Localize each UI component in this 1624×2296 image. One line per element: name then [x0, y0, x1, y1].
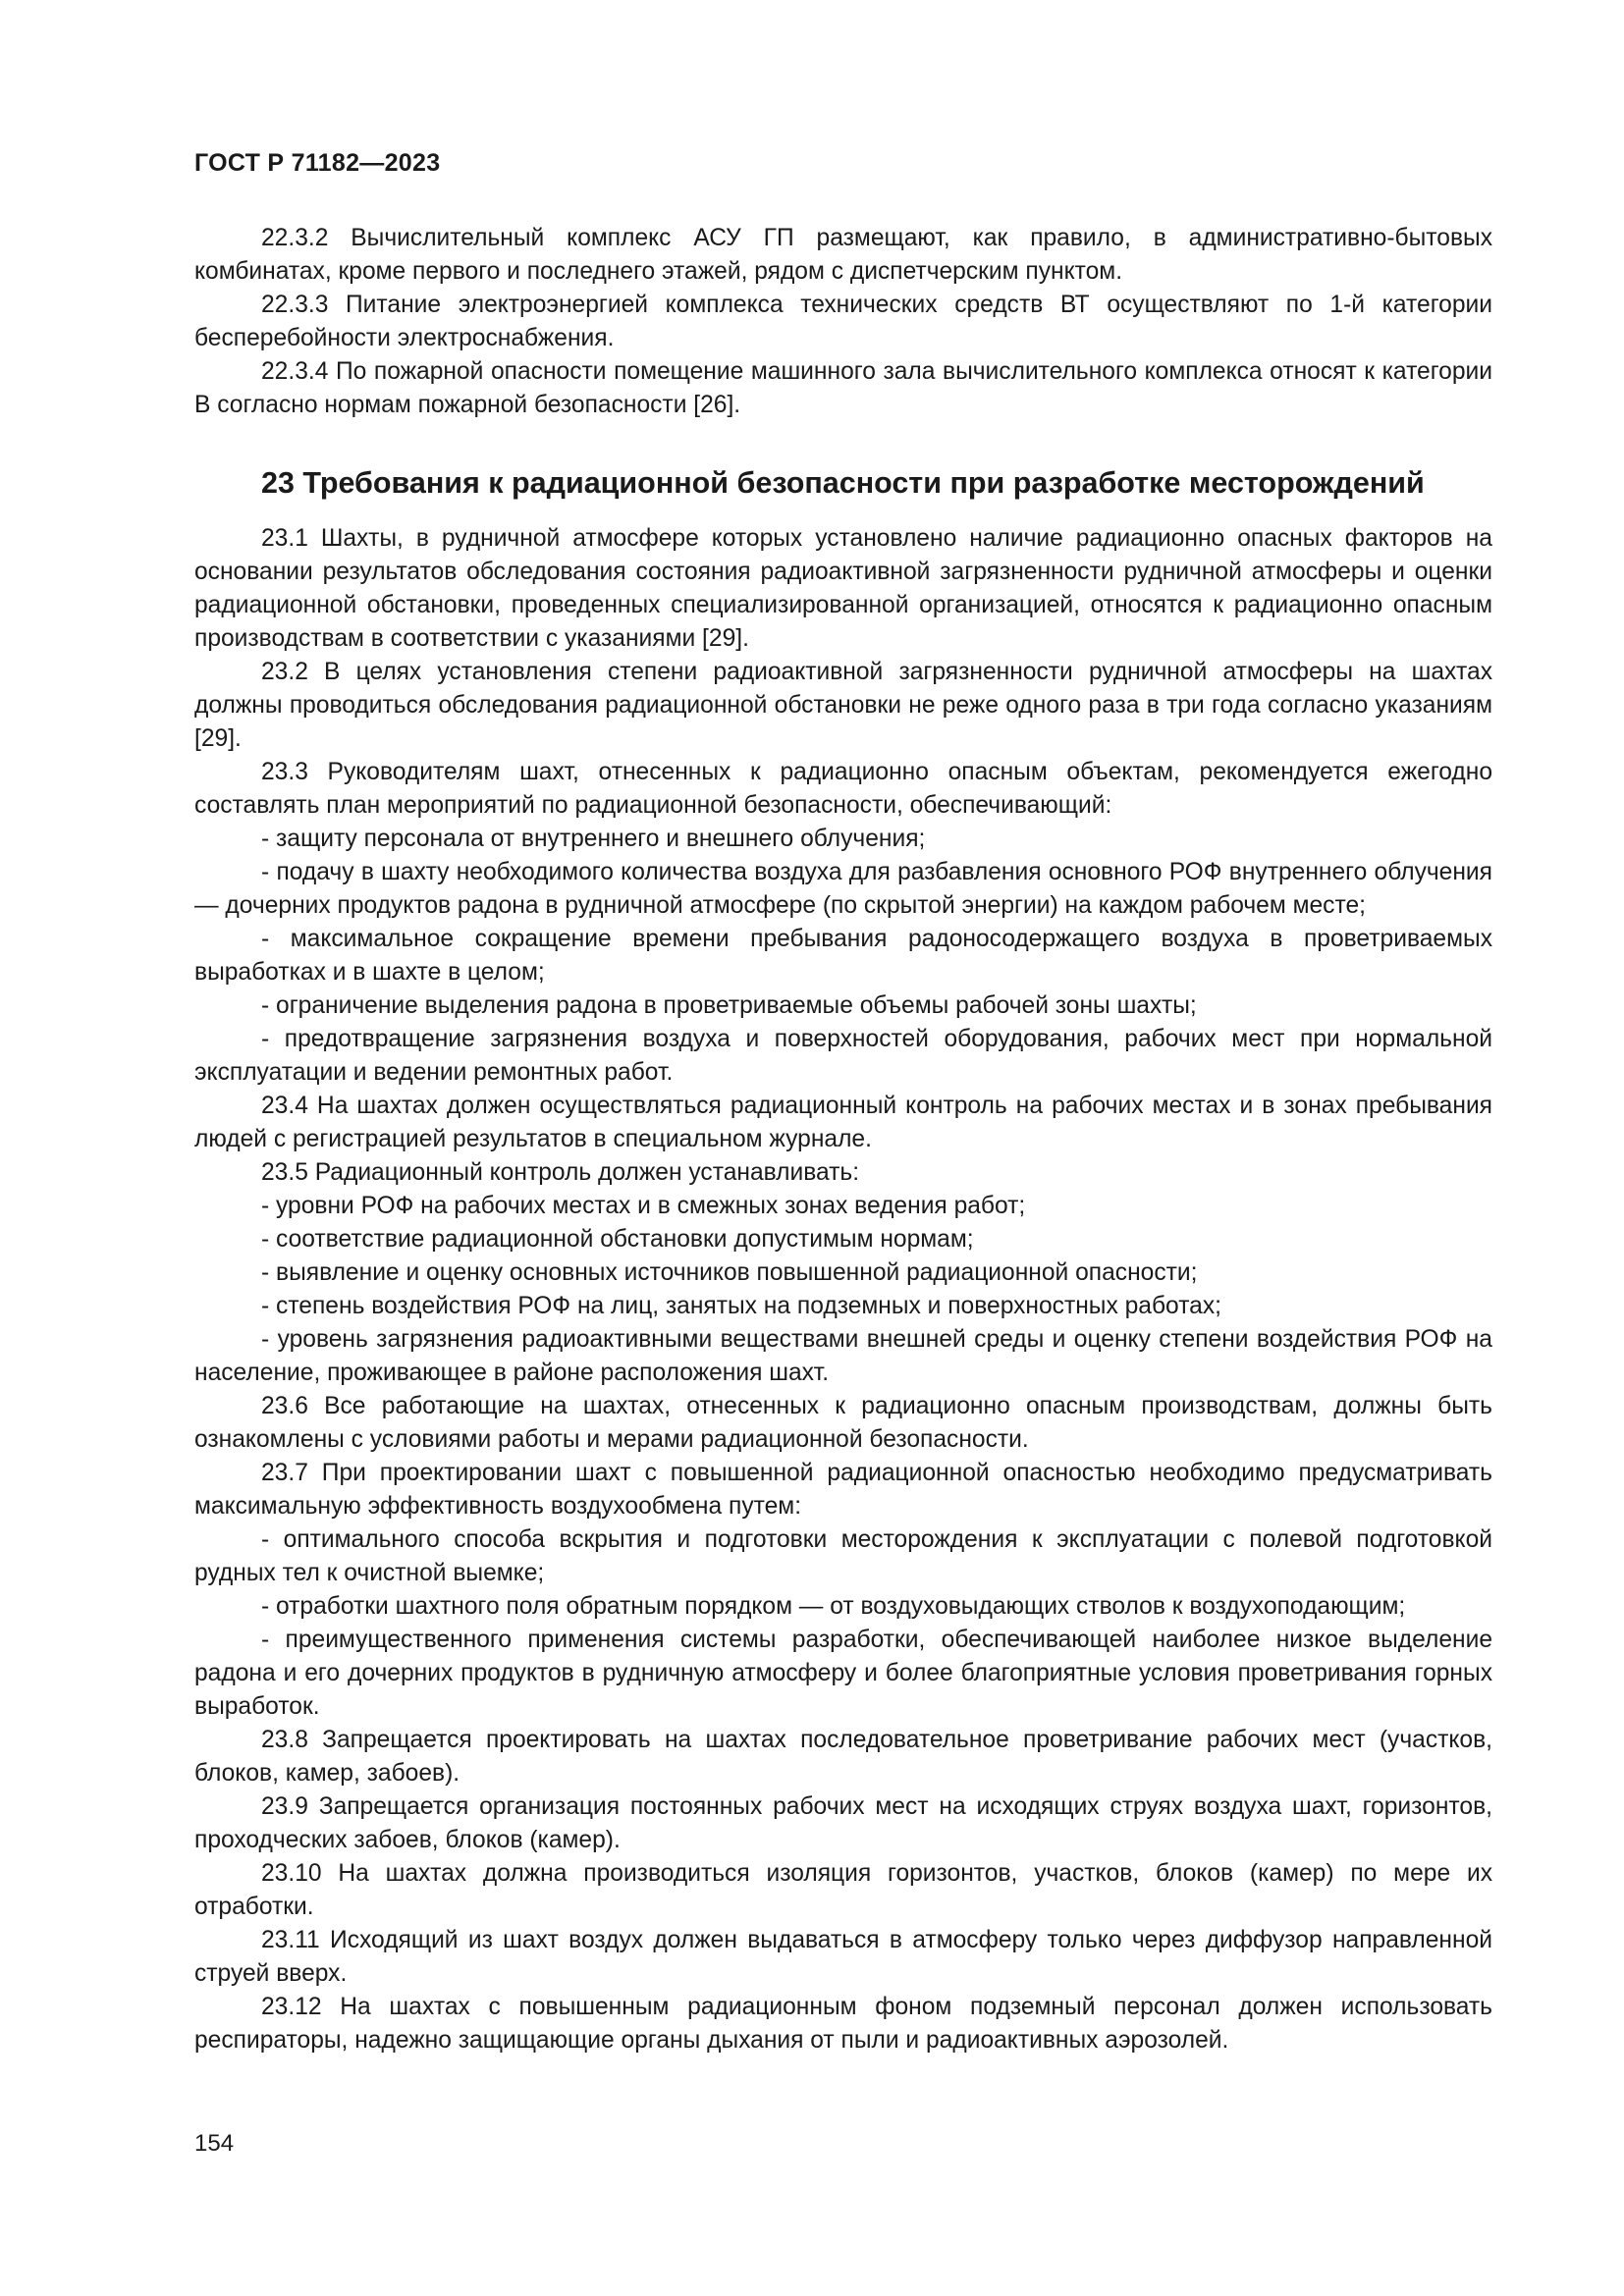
list-item: - соответствие радиационной обстановки допустимым нормам;: [261, 1226, 974, 1253]
paragraph-23-6: 23.6 Все работающие на шахтах, отнесенных к радиационно опасным производствам, должны быть ознакомлены с условиями работы и мерами радиационной безопасности.: [194, 1393, 1492, 1453]
list-item: - защиту персонала от внутреннего и внешнего облучения;: [261, 826, 926, 852]
paragraph-22-3-2: 22.3.2 Вычислительный комплекс АСУ ГП размещают, как правило, в административно-бытовых комбинатах, кроме первого и последнего этажей, рядом с диспетчерским пунктом.: [194, 225, 1492, 285]
paragraph-22-3-3: 22.3.3 Питание электроэнергией комплекса технических средств ВТ осуществляют по 1-й категории бесперебойности электроснабжения.: [194, 292, 1492, 351]
section-heading-23: 23 Требования к радиационной безопасности при разработке месторождений: [261, 466, 1425, 500]
paragraph-23-9: 23.9 Запрещается организация постоянных рабочих мест на исходящих струях воздуха шахт, горизонтов, проходческих забоев, блоков (камер).: [194, 1793, 1492, 1853]
list-item: - выявление и оценку основных источников повышенной радиационной опасности;: [261, 1259, 1198, 1286]
list-item: - максимальное сокращение времени пребывания радоносодержащего воздуха в проветриваемых выработках и в шахте в целом;: [194, 926, 1492, 986]
paragraph-23-4: 23.4 На шахтах должен осуществляться радиационный контроль на рабочих местах и в зонах пребывания людей с регистрацией результатов в специальном журнале.: [194, 1093, 1492, 1152]
list-item: - уровни РОФ на рабочих местах и в смежных зонах ведения работ;: [261, 1193, 1026, 1219]
list-item: - ограничение выделения радона в проветриваемые объемы рабочей зоны шахты;: [261, 992, 1197, 1019]
paragraph-23-12: 23.12 На шахтах с повышенным радиационным фоном подземный персонал должен использовать респираторы, надежно защищающие органы дыхания от пыли и радиоактивных аэрозолей.: [194, 1994, 1492, 2054]
page-number: 154: [194, 2130, 235, 2157]
paragraph-23-3: 23.3 Руководителям шахт, отнесенных к радиационно опасным объектам, рекомендуется ежегодно составлять план мероприятий по радиационной безопасности, обеспечивающий:: [194, 759, 1492, 819]
paragraph-22-3-4: 22.3.4 По пожарной опасности помещение машинного зала вычислительного комплекса относят к категории В согласно нормам пожарной безопасности [26].: [194, 358, 1492, 418]
paragraph-23-2: 23.2 В целях установления степени радиоактивной загрязненности рудничной атмосферы на шахтах должны проводиться обследования радиационной обстановки не реже одного раза в три года согласно указаниям [29].: [194, 659, 1492, 752]
list-item: - степень воздействия РОФ на лиц, занятых на подземных и поверхностных работах;: [261, 1293, 1221, 1319]
paragraph-23-7: 23.7 При проектировании шахт с повышенной радиационной опасностью необходимо предусматривать максимальную эффективность воздухообмена путем:: [194, 1460, 1492, 1520]
list-item: - оптимального способа вскрытия и подготовки месторождения к эксплуатации с полевой подготовкой рудных тел к очистной выемке;: [194, 1526, 1492, 1586]
paragraph-23-8: 23.8 Запрещается проектировать на шахтах последовательное проветривание рабочих мест (участков, блоков, камер, забоев).: [194, 1727, 1492, 1787]
paragraph-23-10: 23.10 На шахтах должна производиться изоляция горизонтов, участков, блоков (камер) по мере их отработки.: [194, 1860, 1492, 1920]
paragraph-23-1: 23.1 Шахты, в рудничной атмосфере которых установлено наличие радиационно опасных факторов на основании результатов обследования состояния радиоактивной загрязненности рудничной атмосферы и оценки радиационной обстановки, проведенных специализированной организацией, относятся к радиационно опасным производствам в соответствии с указаниями [29].: [194, 525, 1492, 652]
list-item: - уровень загрязнения радиоактивными веществами внешней среды и оценку степени воздействия РОФ на население, проживающее в районе расположения шахт.: [194, 1326, 1492, 1386]
list-item: - отработки шахтного поля обратным порядком — от воздуховыдающих стволов к воздухоподающим;: [261, 1593, 1406, 1620]
list-item: - преимущественного применения системы разработки, обеспечивающей наиболее низкое выделение радона и его дочерних продуктов в рудничную атмосферу и более благоприятные условия проветривания горных выработок.: [194, 1627, 1492, 1720]
document-body: [194, 222, 1492, 2057]
document-header: ГОСТ Р 71182—2023: [194, 149, 441, 177]
list-item: - подачу в шахту необходимого количества воздуха для разбавления основного РОФ внутреннего облучения — дочерних продуктов радона в рудничной атмосфере (по скрытой энергии) на каждом рабочем месте;: [194, 859, 1492, 919]
paragraph-23-5: 23.5 Радиационный контроль должен устанавливать:: [261, 1159, 860, 1186]
paragraph-23-11: 23.11 Исходящий из шахт воздух должен выдаваться в атмосферу только через диффузор направленной струей вверх.: [194, 1927, 1492, 1987]
list-item: - предотвращение загрязнения воздуха и поверхностей оборудования, рабочих мест при нормальной эксплуатации и ведении ремонтных работ.: [194, 1026, 1492, 1086]
